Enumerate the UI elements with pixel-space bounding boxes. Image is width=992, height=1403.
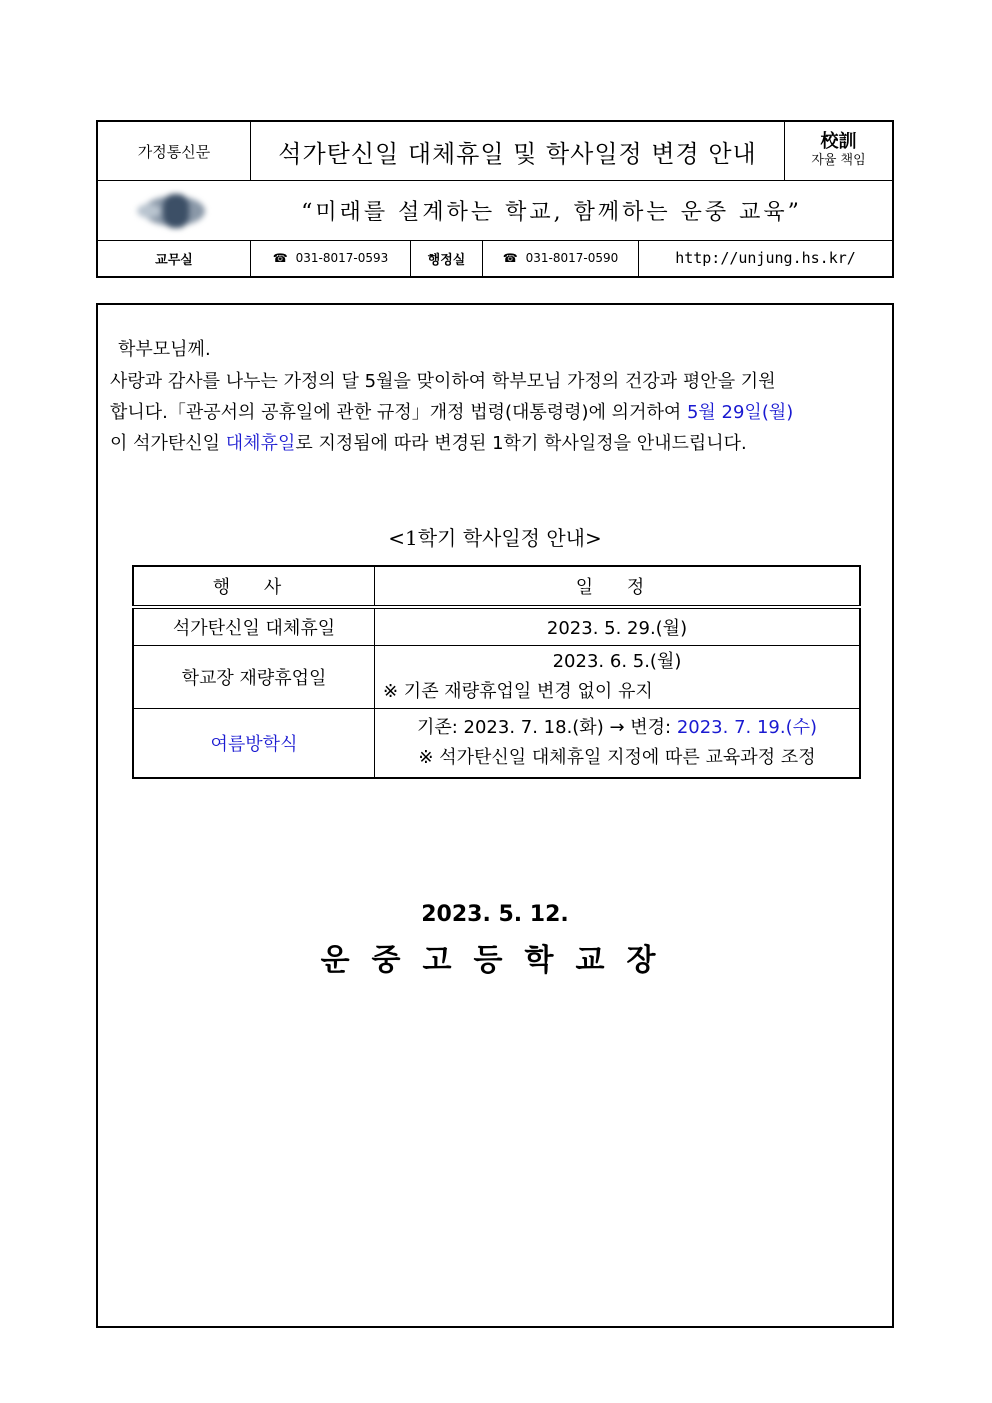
date-line: 2023. 6. 5.(월): [552, 651, 682, 672]
schedule-title: <1학기 학사일정 안내>: [388, 526, 602, 550]
header-title-row: [98, 122, 892, 181]
paragraph-line-1: 사랑과 감사를 나누는 가정의 달 5월을 맞이하여 학부모님 가정의 건강과 평안을 기원: [110, 371, 776, 392]
paragraph-line-2: [110, 398, 892, 424]
highlight-holiday: 대체휴일: [225, 433, 296, 454]
school-website-link[interactable]: http://unjung.hs.kr/: [675, 249, 856, 267]
phone-number: 031-8017-0590: [525, 251, 619, 265]
office-academic-phone: [251, 240, 411, 276]
text: 로 지정됨에 따라 변경된 1학기 학사일정을 안내드립니다.: [295, 433, 747, 454]
header-contact-row: [98, 240, 892, 276]
issue-date: 2023. 5. 12.: [421, 902, 569, 927]
schedule-table: [132, 565, 861, 779]
greeting: 학부모님께.: [118, 339, 211, 360]
column-header-date: 일 정: [375, 566, 861, 607]
header-slogan-row: [98, 180, 892, 241]
document-title: 석가탄신일 대체휴일 및 학사일정 변경 안내: [251, 122, 785, 180]
date-cell: 2023. 5. 29.(월): [375, 607, 861, 646]
event-cell: 여름방학식: [133, 709, 375, 779]
date-note: ※ 석가탄신일 대체휴일 지정에 따른 교육과정 조정: [418, 747, 816, 768]
text: 기존: 2023. 7. 18.(화) → 변경:: [416, 717, 677, 738]
school-logo-cell: [98, 180, 251, 240]
phone-icon: ☎: [502, 251, 518, 265]
table-row: [133, 709, 860, 779]
event-cell: 석가탄신일 대체휴일: [133, 607, 375, 646]
school-motto: [785, 122, 892, 180]
school-logo-icon: [135, 190, 215, 230]
office-academic-label: 교무실: [98, 240, 251, 276]
column-header-event: 행 사: [133, 566, 375, 607]
school-slogan: “미래를 설계하는 학교, 함께하는 운중 교육”: [301, 199, 802, 225]
signer: 운중고등학교장: [320, 943, 678, 978]
newsletter-header: [96, 120, 894, 278]
motto-text: 자율 책임: [811, 153, 866, 168]
newsletter-label: 가정통신문: [98, 122, 251, 180]
event-cell: 학교장 재량휴업일: [133, 646, 375, 709]
highlight-new-date: 2023. 7. 19.(수): [676, 717, 818, 738]
office-admin-phone: [483, 240, 639, 276]
office-admin-label: 행정실: [411, 240, 483, 276]
date-cell: [375, 646, 861, 709]
text: 이 석가탄신일: [110, 433, 226, 454]
table-header-row: [133, 566, 860, 607]
phone-icon: ☎: [272, 251, 288, 265]
date-note: ※ 기존 재량휴업일 변경 없이 유지: [383, 681, 653, 702]
notice-body: [96, 303, 894, 1328]
motto-heading: 校訓: [820, 131, 857, 152]
highlight-date: 5월 29일(월): [686, 402, 794, 423]
table-row: [133, 607, 860, 646]
paragraph-line-3: [110, 429, 892, 455]
date-cell: [375, 709, 861, 779]
text: 합니다.「관공서의 공휴일에 관한 규정」개정 법령(대통령령)에 의거하여: [110, 402, 687, 423]
table-row: [133, 646, 860, 709]
phone-number: 031-8017-0593: [295, 251, 389, 265]
date-line: [375, 713, 859, 743]
